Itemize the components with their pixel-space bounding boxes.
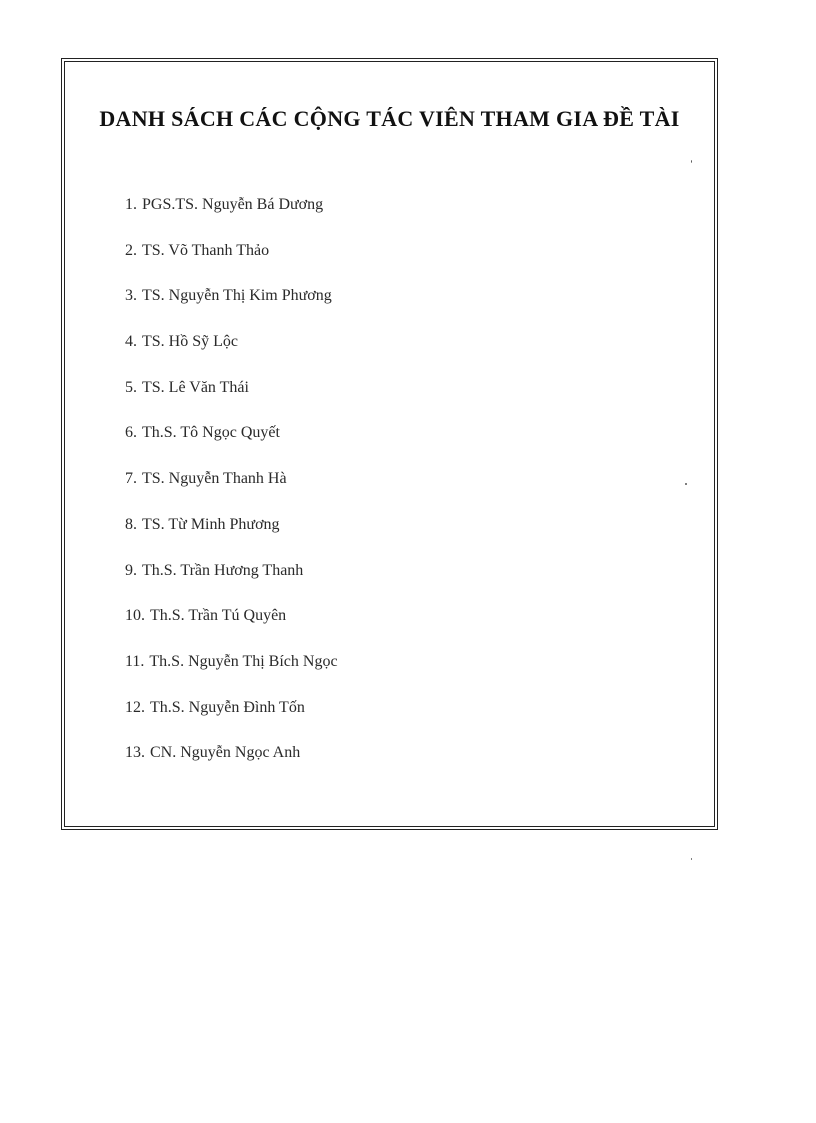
item-number: 4. — [125, 333, 137, 351]
member-name: Th.S. Nguyễn Thị Bích Ngọc — [149, 652, 338, 670]
member-name: TS. Nguyễn Thị Kim Phương — [142, 287, 332, 305]
list-item — [125, 605, 338, 651]
item-number: 2. — [125, 241, 137, 259]
list-item — [125, 377, 338, 423]
item-number: 7. — [125, 470, 137, 488]
member-name: TS. Nguyễn Thanh Hà — [142, 470, 287, 488]
list-item — [125, 697, 338, 743]
scan-speck — [691, 858, 692, 860]
member-name: Th.S. Nguyễn Đình Tốn — [150, 698, 305, 716]
list-item — [125, 560, 338, 606]
item-number: 12. — [125, 698, 145, 716]
item-number: 5. — [125, 378, 137, 396]
item-number: 3. — [125, 287, 137, 305]
item-number: 13. — [125, 744, 145, 762]
list-item — [125, 285, 338, 331]
member-name: TS. Từ Minh Phương — [142, 515, 280, 533]
member-list — [125, 194, 338, 788]
list-item — [125, 422, 338, 468]
member-name: Th.S. Tô Ngọc Quyết — [142, 424, 280, 442]
item-number: 9. — [125, 561, 137, 579]
scan-speck — [691, 160, 692, 163]
member-name: Th.S. Trần Tú Quyên — [150, 607, 287, 625]
member-name: CN. Nguyễn Ngọc Anh — [150, 744, 301, 762]
list-item — [125, 651, 338, 697]
list-item — [125, 194, 338, 240]
member-name: TS. Võ Thanh Thảo — [142, 241, 270, 259]
item-number: 10. — [125, 607, 145, 625]
list-item — [125, 331, 338, 377]
scan-speck — [685, 483, 687, 485]
member-name: TS. Hồ Sỹ Lộc — [142, 333, 238, 351]
list-item — [125, 514, 338, 560]
page-title: DANH SÁCH CÁC CỘNG TÁC VIÊN THAM GIA ĐỀ TÀI — [99, 106, 680, 131]
item-number: 6. — [125, 424, 137, 442]
list-item — [125, 468, 338, 514]
member-name: PGS.TS. Nguyễn Bá Dương — [142, 196, 324, 213]
list-item — [125, 240, 338, 286]
item-number: 11. — [125, 652, 145, 670]
item-number: 8. — [125, 515, 137, 533]
member-name: TS. Lê Văn Thái — [142, 378, 249, 396]
list-item — [125, 742, 338, 788]
item-number: 1. — [125, 196, 137, 213]
member-name: Th.S. Trần Hương Thanh — [142, 561, 304, 579]
